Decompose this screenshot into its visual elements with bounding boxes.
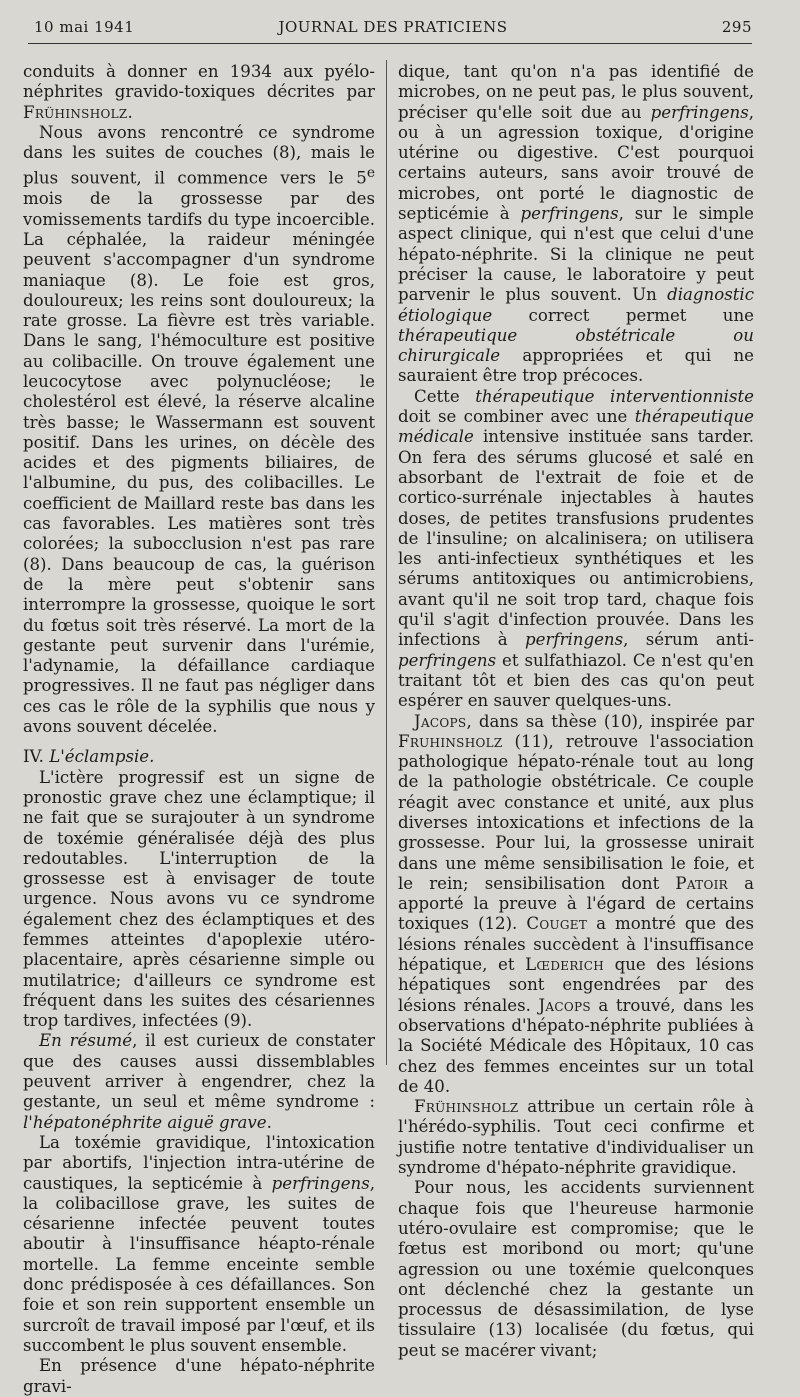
emphasis-text: perfringens bbox=[398, 650, 497, 670]
text-run: e bbox=[366, 165, 375, 182]
column-divider bbox=[386, 60, 387, 1065]
header-rule bbox=[28, 43, 752, 44]
emphasis-text: diagnostic étiologique bbox=[398, 285, 754, 325]
page-number: 295 bbox=[721, 18, 752, 36]
emphasis-text: thérapeutique interventionniste bbox=[475, 386, 754, 406]
paragraph bbox=[23, 1133, 375, 1356]
running-header bbox=[34, 18, 752, 40]
paragraph bbox=[398, 387, 754, 712]
text-run: , la colibacillose grave, les suites de césarienne infectée peuvent toutes aboutir à l'insuffisance héapto-rénale mortelle. La femme enceinte semble donc prédisposée à ces défaillances. Son foie et son rein supportent ensemble un surcroît de travail imposé par l'œuf, et ils succombent le plus souvent ensemble. bbox=[23, 1173, 375, 1355]
text-run: Pour nous, les accidents surviennent chaque fois que l'heureuse harmonie utéro-ovulaire est compromise; que le fœtus est moribond ou mort; qu'une agression ou une toxémie quelconques ont déclenché chez la gestante un processus de désassimilation, de lyse tissulaire (13) localisée (du fœtus, qui peut se macérer vivant; bbox=[398, 1178, 754, 1360]
emphasis-text: thérapeutique médicale bbox=[398, 407, 754, 447]
paragraph bbox=[23, 1356, 375, 1397]
paragraph bbox=[398, 1178, 754, 1361]
emphasis-text: perfringens bbox=[271, 1173, 370, 1193]
issue-date: 10 mai 1941 bbox=[34, 18, 135, 36]
text-run: que des lésions hépatiques sont engendrées par des lésions rénales. bbox=[398, 955, 754, 1015]
text-run: , sur le simple aspect clinique, qui n'est que celui d'une hépato-néphrite. Si la clinique ne peut préciser la cause, le laboratoire y peut parvenir le plus souvent. Un bbox=[398, 204, 755, 305]
text-run: La toxémie gravidique, l'intoxication par abortifs, l'injection intra-utérine de caustiques, la septicémie à bbox=[23, 1132, 375, 1193]
author-name: Jacops bbox=[414, 711, 467, 731]
paragraph bbox=[23, 768, 375, 1032]
text-run: doit se combiner avec une bbox=[398, 407, 635, 427]
right-column bbox=[398, 62, 754, 1361]
emphasis-text: perfringens bbox=[520, 204, 619, 224]
section-title: L'éclampsie. bbox=[49, 747, 155, 767]
emphasis-text: perfringens bbox=[525, 630, 624, 650]
text-run: intensive instituée sans tarder. On fera des sérums glucosé et salé en absorbant de l'extrait de foie et de cortico-surrénale injectables à hautes doses, de petites transfusions prudentes de l'insuline; on alcalinisera; on utilisera les anti-infectieux synthétiques et les sérums antitoxiques ou antimicrobiens, avant qu'il ne soit trop tard, chaque fois qu'il s'agit d'infection prouvée. Dans les infections à bbox=[398, 427, 754, 650]
journal-title: JOURNAL DES PRATICIENS bbox=[278, 18, 508, 36]
left-column bbox=[23, 62, 375, 1397]
text-run: . bbox=[127, 102, 133, 122]
paragraph bbox=[398, 712, 754, 1098]
author-name: Frühinsholz bbox=[414, 1097, 519, 1117]
text-run: et sulfathiazol. Ce n'est qu'en traitant tôt et bien des cas qu'on peut espérer en sauver quelques-uns. bbox=[398, 650, 754, 711]
text-run: (11), retrouve l'association pathologique hépato-rénale tout au long de la pathologie obstétricale. Ce couple réagit avec constance et unité, aux plus diverses intoxications et infections de la grossesse. Pour lui, la grossesse unirait dans une même sensibilisation le foie, et le rein; sensibilisation dont bbox=[398, 731, 754, 893]
emphasis-text: En résumé bbox=[39, 1031, 133, 1051]
text-run: , il est curieux de constater que des causes aussi dissemblables peuvent arriver à engendrer, chez la gestante, un seul et même syndrome : bbox=[23, 1031, 375, 1112]
emphasis-text: perfringens bbox=[650, 102, 749, 122]
text-run: Nous avons rencontré ce syndrome dans les suites de couches (8), mais le plus souvent, il commence vers le 5 bbox=[23, 122, 375, 189]
text-run: , ou à un agression toxique, d'origine utérine ou digestive. C'est pourquoi certains auteurs, sans avoir trouvé de microbes, ont porté le diagnostic de septicémie à bbox=[398, 102, 754, 224]
paragraph bbox=[23, 1031, 375, 1132]
emphasis-text: thérapeutique obstétricale ou chirurgicale bbox=[398, 325, 754, 366]
text-run: conduits à donner en 1934 aux pyélo-néphrites gravido-toxiques décrites par bbox=[23, 62, 375, 102]
text-run: a montré que des lésions rénales succèdent à l'insuffisance hépatique, et bbox=[398, 914, 754, 975]
author-name: Jacops bbox=[538, 995, 591, 1015]
section-number: IV. bbox=[23, 747, 50, 767]
text-run: attribue un certain rôle à l'hérédo-syphilis. Tout ceci confirme et justifie notre tentative d'individualiser un syndrome d'hépato-néphrite gravidique. bbox=[398, 1097, 754, 1178]
text-run: dique, tant qu'on n'a pas identifié de microbes, on ne peut pas, le plus souvent, préciser qu'elle soit due au bbox=[398, 62, 754, 122]
text-run: L'ictère progressif est un signe de pronostic grave chez une éclamptique; il ne fait que se surajouter à un syndrome de toxémie généralisée déjà des plus redoutables. L'interruption de la grossesse est à envisager de toute urgence. Nous avons vu ce syndrome également chez des éclamptiques et des femmes atteintes d'apoplexie utéro-placentaire, après césarienne simple ou mutilatrice; d'ailleurs ce syndrome est fréquent dans les suites des césariennes trop tardives, infectées (9). bbox=[23, 767, 375, 1031]
paragraph bbox=[23, 62, 375, 123]
author-name: Frühinsholz bbox=[23, 102, 128, 122]
author-name: Couget bbox=[526, 914, 588, 934]
text-run: correct permet une bbox=[492, 305, 754, 325]
text-run: En présence d'une hépato-néphrite gravi- bbox=[23, 1356, 375, 1396]
text-run: a apporté la preuve à l'égard de certains toxiques (12). bbox=[398, 873, 755, 934]
text-run: . bbox=[266, 1112, 272, 1132]
author-name: Patoir bbox=[675, 873, 728, 893]
text-run: mois de la grossesse par des vomissements tardifs du type incoercible. La céphalée, la raideur méningée peuvent s'accompagner d'un syndrome maniaque (8). Le foie est gros, douloureux; les reins sont douloureux; la rate grosse. La fièvre est très variable. Dans le sang, l'hémoculture est positive au colibacille. On trouve également une leucocytose avec polynucléose; le cholestérol est élevé, la réserve alcaline très basse; le Wassermann est souvent positif. Dans les urines, on décèle des acides et des pigments biliaires, de l'albumine, du pus, des colibacilles. Le coefficient de Maillard reste bas dans les cas favorables. Les matières sont très colorées; la subocclusion n'est pas rare (8). Dans beaucoup de cas, la guérison de la mère peut s'obtenir sans interrompre la grossesse, quoique le sort du fœtus soit très réservé. La mort de la gestante peut survenir dans l'urémie, l'adynamie, la défaillance cardiaque progressives. Il ne faut pas négliger dans ces cas le rôle de la syphilis que nous y avons souvent décelée. bbox=[23, 189, 375, 737]
text-run: , dans sa thèse (10), inspirée par bbox=[466, 711, 754, 731]
paragraph bbox=[398, 1097, 754, 1178]
text-run: , sérum anti- bbox=[623, 630, 754, 650]
author-name: Fruhinsholz bbox=[398, 731, 503, 751]
section-heading bbox=[23, 747, 375, 767]
author-name: Lœderich bbox=[525, 955, 604, 975]
text-run: Cette bbox=[414, 386, 476, 406]
paragraph bbox=[23, 123, 375, 737]
text-run: a trouvé, dans les observations d'hépato-néphrite publiées à la Société Médicale des Hôpitaux, 10 cas chez des femmes enceintes sur un total de 40. bbox=[398, 995, 754, 1096]
paragraph bbox=[398, 62, 754, 387]
text-run: appropriées et qui ne sauraient être trop précoces. bbox=[398, 346, 754, 386]
emphasis-text: l'hépatonéphrite aiguë grave bbox=[23, 1112, 267, 1132]
